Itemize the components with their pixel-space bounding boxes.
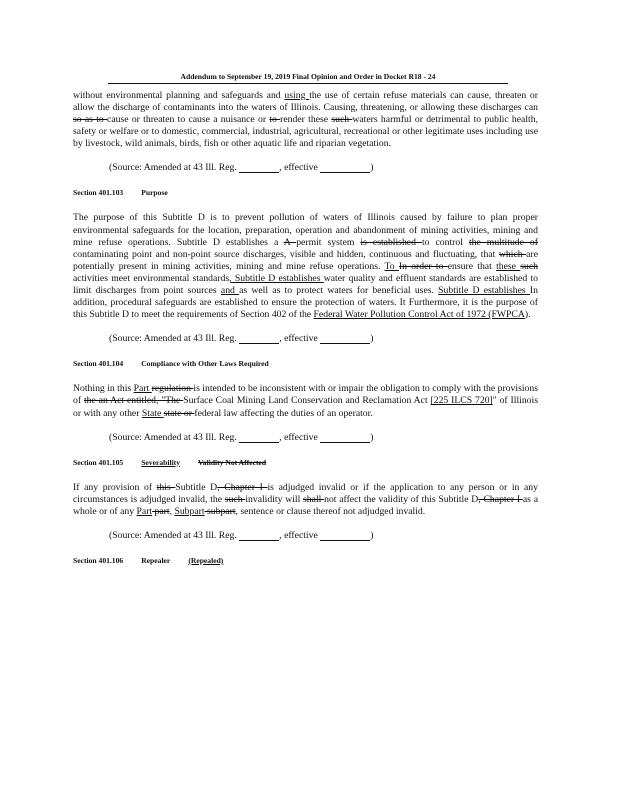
blank-line — [239, 432, 279, 443]
section-heading-104 — [73, 359, 538, 368]
text: waters harmful or detrimental to public health, safety or welfare or to domestic, commercial, industrial, agricultural, recreational or other legitimate uses including use by livestock, wild animals, birds, fish or other aquatic life and riparian vegetation. — [73, 114, 538, 150]
blank-line — [239, 162, 279, 173]
deleted-text: such — [224, 493, 246, 505]
text: , sentence or clause thereof not adjudged invalid. — [235, 505, 426, 517]
deleted-text: so as to — [73, 114, 108, 126]
source-close: ) — [370, 431, 374, 443]
deleted-text: In order to — [398, 260, 448, 272]
source-effective: , effective — [279, 333, 318, 345]
text: federal law affecting the duties of an operator. — [194, 407, 373, 419]
inserted-text: , Subtitle D establishes — [229, 272, 324, 284]
section-103-text — [73, 212, 538, 321]
source-close: ) — [370, 333, 374, 345]
inserted-text: To — [384, 260, 399, 272]
section-heading-106 — [73, 556, 538, 565]
section-number: Section 401.105 — [73, 457, 124, 467]
source-label: (Source: Amended at 43 Ill. Reg. — [109, 162, 237, 174]
section-heading-103 — [73, 188, 538, 197]
inserted-text: these — [496, 260, 521, 272]
text: not affect the validity of this Subtitle D — [324, 493, 479, 505]
inserted-text: using — [284, 90, 310, 101]
text: Surface Coal Mining Land Conservation and Reclamation Act — [183, 395, 431, 407]
blank-line — [320, 162, 370, 173]
repealed-label: (Repealed) — [188, 555, 224, 565]
source-label: (Source: Amended at 43 Ill. Reg. — [109, 431, 237, 443]
text: is — [193, 383, 203, 395]
document-page — [73, 72, 538, 580]
section-title: Severability — [141, 457, 181, 467]
section-title: Compliance with Other Laws Required — [141, 359, 269, 369]
section-number: Section 401.106 — [73, 555, 124, 565]
deleted-title: Validity Not Affected — [198, 457, 267, 467]
text: In addition, procedural safeguards are established to ensure the protection of waters. It Furthermore, it is the purpose of this Subtitle D to meet the requirements of Section 402 of the — [73, 285, 538, 321]
deleted-text: state or — [163, 407, 195, 419]
deleted-text: , Chapter I — [478, 493, 523, 505]
source-close: ) — [370, 162, 374, 174]
text: contaminating point and non-point source discharges, visible and hidden, continuous and fluctuating, that — [73, 248, 499, 260]
blank-line — [239, 530, 279, 541]
section-104-text — [73, 383, 538, 419]
inserted-text: Part — [133, 383, 152, 395]
blank-line — [320, 530, 370, 541]
text: permit system — [296, 236, 361, 248]
text: without environmental planning and safeguards and — [73, 90, 285, 101]
deleted-text: is established — [360, 236, 422, 248]
source-note — [109, 333, 538, 344]
text: is adjudged invalid or if the application to any person or in any circumstances is adjudged invalid, the — [73, 481, 538, 505]
deleted-text: such — [331, 114, 353, 126]
source-close: ) — [370, 529, 374, 541]
text: If any provision of — [73, 481, 157, 493]
deleted-text: the multitude of — [468, 236, 539, 248]
section-number: Section 401.104 — [73, 359, 124, 369]
inserted-text: and — [220, 285, 240, 297]
inserted-text: [225 ILCS 720] — [430, 395, 493, 407]
source-note — [109, 162, 538, 173]
inserted-text: State — [141, 407, 164, 419]
text: " of Illinois or with any other — [73, 395, 538, 419]
text: The purpose of this Subtitle D is to prevent pollution of waters of Illinois caused by failure to plan proper environmental safeguards for the location, preparation, operation and abandonment of mining activities, mining and mine refuse operations. Subtitle D establishes a — [73, 212, 538, 248]
source-effective: , effective — [279, 431, 318, 443]
blank-line — [320, 432, 370, 443]
deleted-text: , Chapter I — [217, 481, 268, 493]
text: to control — [421, 236, 469, 248]
blank-line — [320, 333, 370, 344]
text: are potentially present in mining activities, mining and mine refuse operations. — [73, 248, 538, 272]
source-label: (Source: Amended at 43 Ill. Reg. — [109, 529, 237, 541]
source-effective: , effective — [279, 529, 318, 541]
source-effective: , effective — [279, 162, 318, 174]
inserted-text: Subtitle D establishes — [438, 285, 530, 297]
inserted-text: Federal Water Pollution Control Act of 1972 (FWPCA — [313, 309, 525, 321]
inserted-text: Subpart — [174, 505, 205, 517]
source-note — [109, 530, 538, 541]
deleted-text: regulation — [151, 383, 194, 395]
section-heading-105 — [73, 458, 538, 467]
text: ). — [524, 309, 531, 321]
text: Nothing in this — [73, 383, 134, 395]
text: intended to be inconsistent with or impair the obligation to comply with the provisions of — [73, 383, 538, 407]
text: ensure that — [447, 260, 497, 272]
text: invalidity will — [245, 493, 304, 505]
blank-line — [239, 333, 279, 344]
deleted-text: to — [269, 114, 281, 126]
section-title: Repealer — [141, 555, 171, 565]
deleted-text: this — [156, 481, 176, 493]
deleted-text: A — [283, 236, 297, 248]
text: water quality and effluent standards are established to limit discharges from point sources — [73, 272, 538, 297]
deleted-text: the — [83, 395, 99, 407]
inserted-text: Part — [136, 505, 153, 517]
section-105-text — [73, 482, 538, 518]
text: cause or threaten to cause a nuisance or — [107, 114, 270, 126]
text: Subtitle D — [175, 481, 218, 493]
text: the use of certain refuse materials can cause, threaten or allow the discharge of contaminants into the waters of Illinois. Causing, threatening, or allowing these discharges can — [73, 90, 539, 114]
deleted-text: subpart — [204, 505, 236, 517]
text: activities meet environmental standards — [73, 272, 230, 284]
section-number: Section 401.103 — [73, 188, 124, 198]
source-note — [109, 432, 538, 443]
deleted-text: shall — [303, 493, 325, 505]
text: as a whole or of any — [73, 493, 539, 517]
paragraph-continuation — [73, 90, 538, 150]
text: , — [169, 505, 175, 517]
deleted-text: part — [152, 505, 170, 517]
section-title: Purpose — [141, 188, 168, 198]
page-header: Addendum to September 19, 2019 Final Opinion and Order in Docket R18 - 24 — [108, 72, 508, 84]
source-label: (Source: Amended at 43 Ill. Reg. — [109, 333, 237, 345]
deleted-text: an Act entitled, "The — [98, 395, 184, 407]
text: as well as to protect waters for beneficial uses. — [239, 285, 439, 297]
deleted-text: which — [498, 248, 527, 260]
text: render these — [280, 114, 332, 126]
deleted-text: such — [520, 260, 538, 272]
